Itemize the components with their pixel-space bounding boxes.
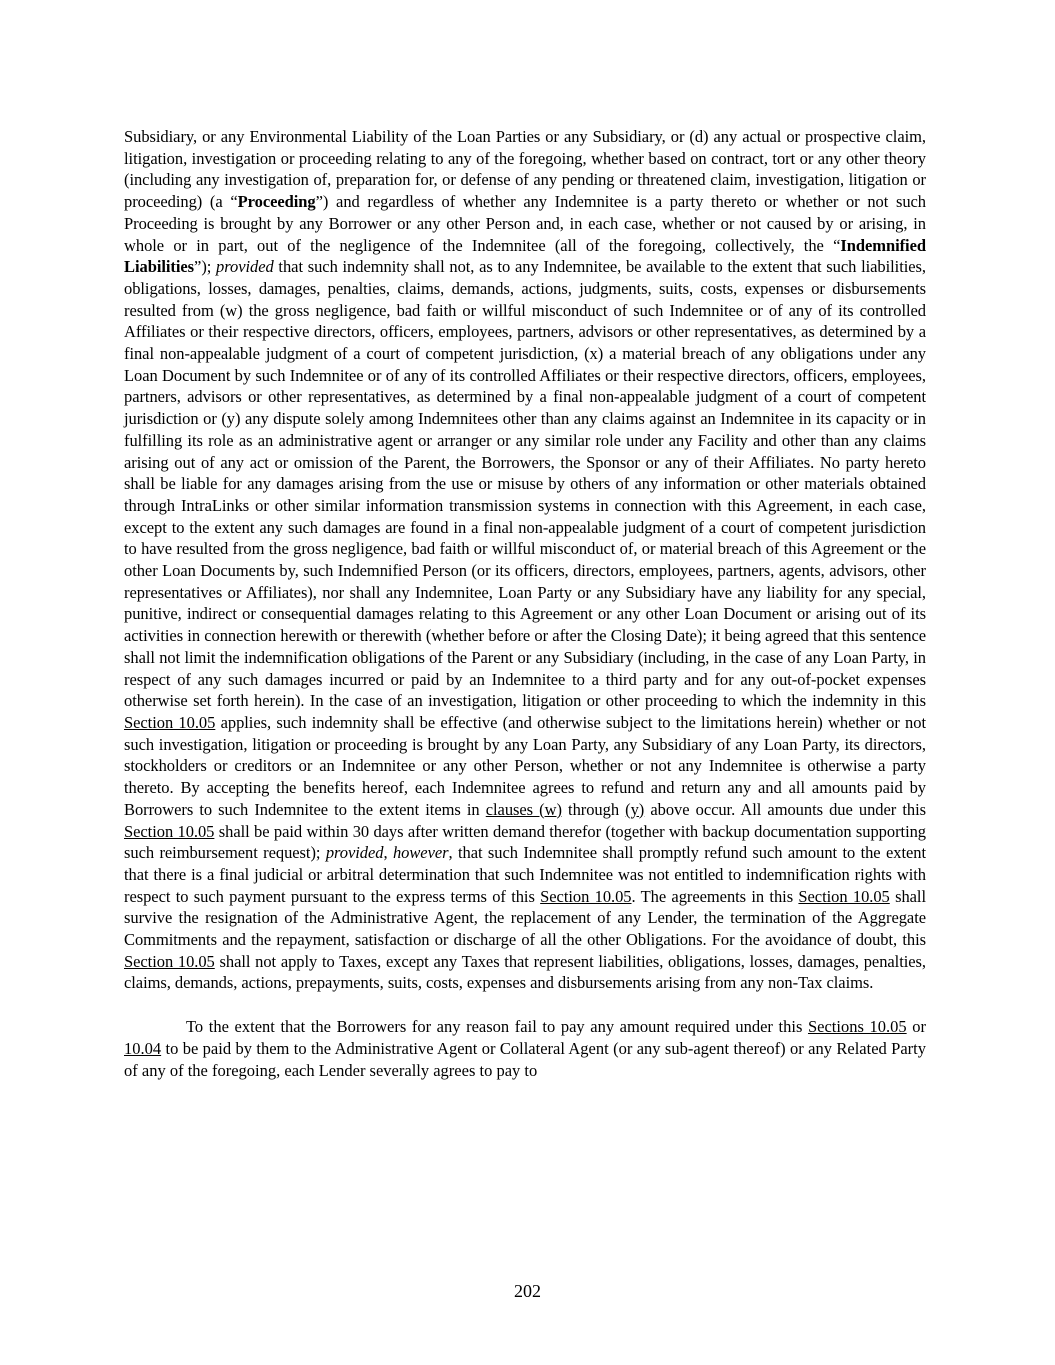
clause-reference-y: (y) — [625, 799, 645, 819]
italic-provided: provided — [216, 257, 274, 277]
section-reference: Section 10.05 — [124, 951, 215, 971]
text-run: above occur. All amounts due under this — [644, 799, 926, 819]
text-run: that such indemnity shall not, as to any Indemnitee, be available to the extent that such liabilities, obligations, losses, damages, penalties, claims, demands, actions, judgments, suits, costs, expenses or disbursements resulted from (w) the gross negligence, bad faith or willful misconduct of such Indemnitee or of any of its controlled Affiliates or their respective directors, officers, employees, partners, advisors or other representatives, as determined by a final non-appealable judgment of a court of competent jurisdiction, (x) a material breach of any obligations under any Loan Document by such Indemnitee or of any of its controlled Affiliates or their respective directors, officers, employees, partners, advisors or other representatives, as determined by a final non-appealable judgment of a court of competent jurisdiction or (y) any dispute solely among Indemnitees other than any claims against an Indemnitee in its capacity or in fulfilling its role as an administrative agent or arranger or any similar role under any Facility and other than any claims arising out of any act or omission of the Parent, the Borrowers, the Sponsor or any of their Affiliates. No party hereto shall be liable for any damages arising from the use or misuse by others of any information or other materials obtained through IntraLinks or other similar information transmission systems in connection with this Agreement, in each case, except to the extent any such damages are found in a final non-appealable judgment of a court of competent jurisdiction to have resulted from the gross negligence, bad faith or willful misconduct of, or material breach of this Agreement or the other Loan Documents by, such Indemnified Person (or its officers, directors, employees, partners, agents, advisors, other representatives or Affiliates), nor shall any Indemnitee, Loan Party or any Subsidiary have any liability for any special, punitive, indirect or consequential damages relating to this Agreement or any other Loan Document or arising out of its activities in connection herewith or therewith (whether before or after the Closing Date); it being agreed that this sentence shall not limit the indemnification obligations of the Parent or any Subsidiary (including, in the case of any Loan Party, in respect of any such damages incurred or paid by an Indemnitee to a third party and for any out-of-pocket expenses otherwise set forth herein). In the case of an investigation, litigation or other proceeding to which the indemnity in this — [124, 257, 927, 711]
page-number: 202 — [514, 1281, 541, 1301]
text-run: shall survive the resignation of the Administrative Agent, the replacement of any Lender, the termination of the Aggregate Commitments and the repayment, satisfaction or discharge of all the other Obligations. For the avoidance of doubt, this — [124, 886, 926, 950]
document-page — [124, 126, 926, 1081]
text-run: through — [561, 799, 626, 819]
text-run: ”) and regardless of whether any Indemnitee is a party thereto or whether or not such Proceeding is brought by any Borrower or any other Person and, in each case, whether or not caused by or arising, in whole or in part, out of the negligence of the Indemnitee (all of the foregoing, collectively, the “ — [124, 192, 926, 255]
section-reference: 10.04 — [124, 1038, 162, 1058]
text-run: . The agreements in this — [631, 886, 799, 906]
section-reference: Section 10.05 — [124, 821, 215, 841]
section-reference: Section 10.05 — [798, 886, 890, 906]
defined-term-proceeding: Proceeding — [237, 192, 316, 212]
text-run: applies, such indemnity shall be effective (and otherwise subject to the limitations herein) whether or not such investigation, litigation or proceeding is brought by any Loan Party, any Subsidiary of any Loan Party, its directors, stockholders or creditors or an Indemnitee or any other Person, whether or not any Indemnitee is otherwise a party thereto. By accepting the benefits hereof, each Indemnitee agrees to refund and return any and all amounts paid by Borrowers to such Indemnitee to the extent items in — [124, 712, 926, 819]
text-run: Subsidiary, or any Environmental Liability of the Loan Parties or any Subsidiary, or (d) any actual or prospective claim, litigation, investigation or proceeding relating to any of the foregoing, whether based on contract, tort or any other theory (including any investigation of, preparation for, or defense of any pending or threatened claim, investigation, litigation or proceeding) (a “ — [124, 127, 926, 212]
text-run: , that such Indemnitee shall promptly refund such amount to the extent that there is a final judicial or arbitral determination that such Indemnitee was not entitled to indemnification rights with respect to such payment pursuant to the express terms of this — [124, 843, 926, 906]
section-reference: Section 10.05 — [124, 712, 216, 732]
paragraph-indemnification — [124, 126, 926, 994]
section-reference: Sections 10.05 — [807, 1017, 907, 1037]
defined-term-indemnified-liabilities: Indemnified Liabilities — [124, 235, 926, 277]
text-run: shall be paid within 30 days after written demand therefor (together with backup documentation supporting such reimbursement request); — [124, 821, 926, 863]
italic-however: however — [392, 843, 449, 863]
italic-provided: provided — [325, 843, 384, 863]
text-run: shall not apply to Taxes, except any Taxes that represent liabilities, obligations, losses, damages, penalties, claims, demands, actions, prepayments, suits, costs, expenses and disbursements arising from any non-Tax claims. — [124, 951, 927, 993]
text-run: To the extent that the Borrowers for any reason fail to pay any amount required under this — [186, 1017, 808, 1037]
text-run: to be paid by them to the Administrative Agent or Collateral Agent (or any sub-agent thereof) or any Related Party of any of the foregoing, each Lender severally agrees to pay to — [124, 1038, 926, 1080]
paragraph-lender-reimbursement — [124, 1016, 926, 1081]
text-run: ”); — [194, 257, 217, 277]
text-run: or — [906, 1017, 926, 1037]
section-reference: Section 10.05 — [540, 886, 632, 906]
text-run: , — [383, 843, 393, 863]
clause-reference-w: clauses (w) — [485, 799, 562, 819]
